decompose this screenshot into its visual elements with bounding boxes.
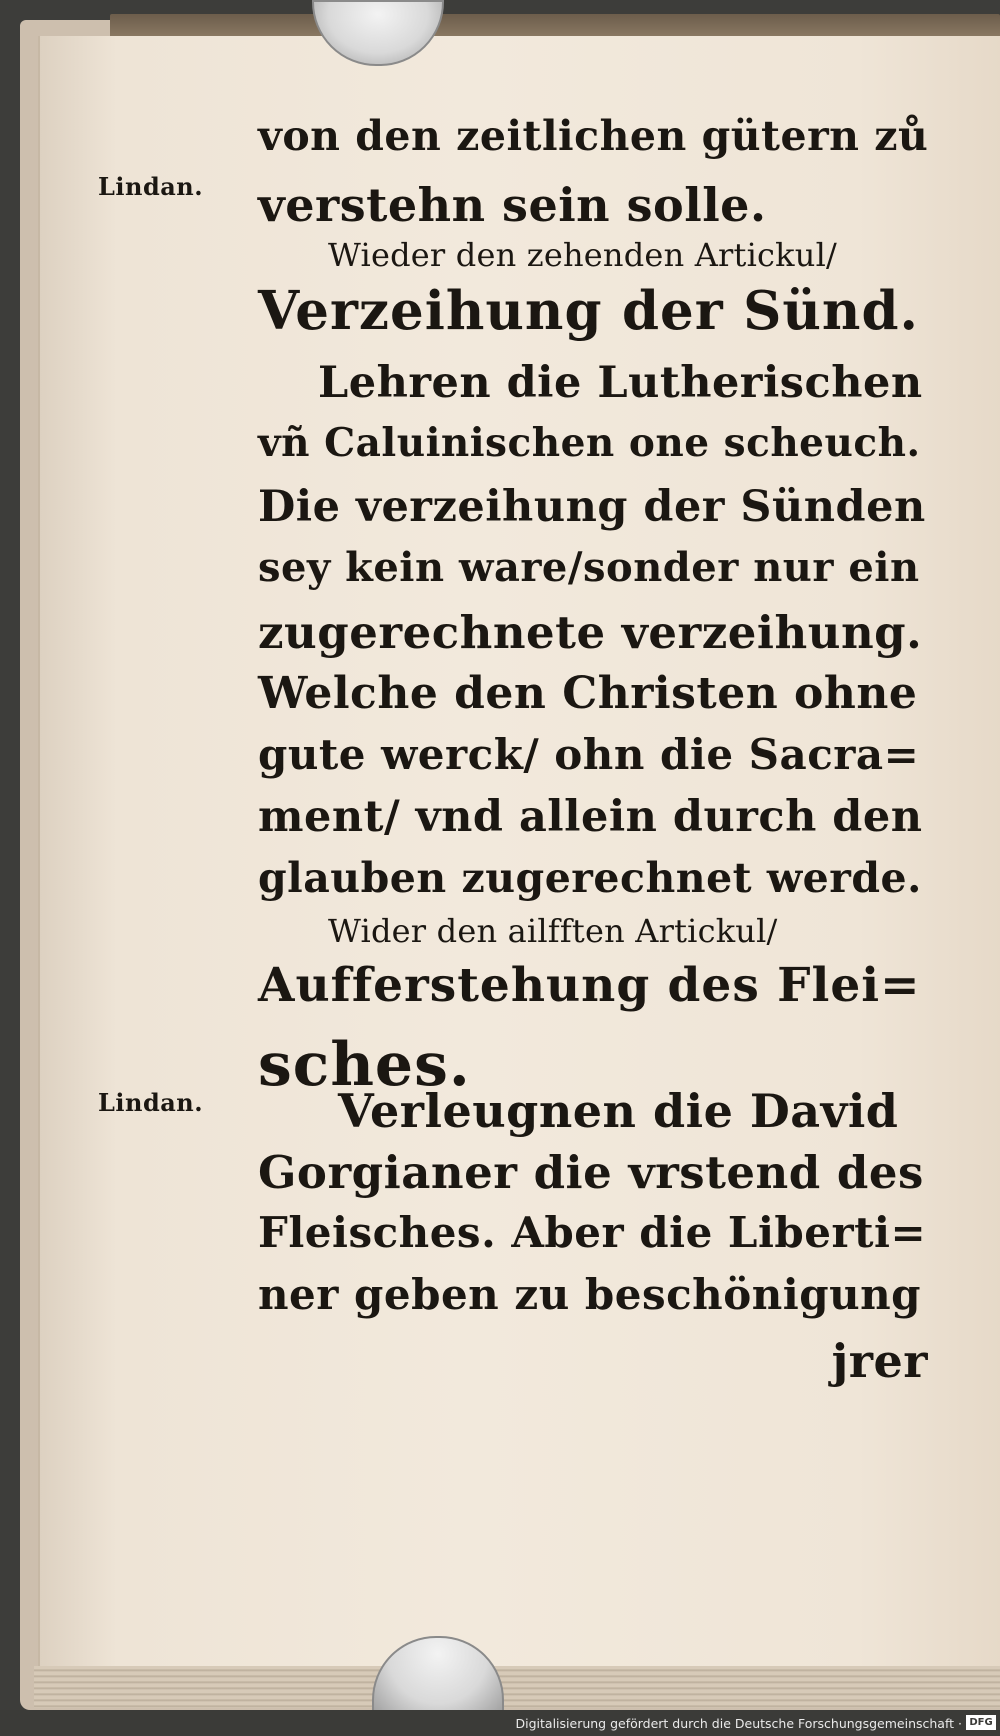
text-line: sey kein ware/sonder nur ein xyxy=(258,544,920,591)
text-line: Gorgianer die vrstend des xyxy=(258,1146,924,1199)
page-edges xyxy=(34,1666,1000,1708)
margin-note-lindan-1: Lindan. xyxy=(98,172,204,201)
section-title: Aufferstehung des Flei= xyxy=(258,958,921,1013)
text-line: gute werck/ ohn die Sacra= xyxy=(258,730,920,779)
text-line: Fleisches. Aber die Liberti= xyxy=(258,1208,927,1257)
text-line: verstehn sein solle. xyxy=(258,178,767,232)
catchword: jrer xyxy=(831,1334,928,1388)
margin-note-lindan-2: Lindan. xyxy=(98,1088,204,1117)
text-line: Lehren die Lutherischen xyxy=(318,358,923,408)
dfg-logo: DFG xyxy=(966,1715,996,1730)
text-line: glauben zugerechnet werde. xyxy=(258,854,922,902)
text-line: Die verzeihung der Sünden xyxy=(258,482,926,532)
article-heading: Wieder den zehenden Artickul/ xyxy=(328,236,837,274)
text-line: Verleugnen die David xyxy=(338,1084,899,1138)
text-line: zugerechnete verzeihung. xyxy=(258,606,923,659)
section-title: Verzeihung der Sünd. xyxy=(258,280,919,342)
text-line: von den zeitlichen gütern zů xyxy=(258,112,929,160)
text-line: ment/ vnd allein durch den xyxy=(258,792,923,842)
section-title-continued: sches. xyxy=(258,1030,471,1100)
text-line: ner geben zu beschönigung xyxy=(258,1270,922,1319)
footer-bar xyxy=(0,1710,1000,1736)
article-heading: Wider den ailfften Artickul/ xyxy=(328,912,778,950)
text-line: Welche den Christen ohne xyxy=(258,668,918,719)
text-line: vñ Caluinischen one scheuch. xyxy=(258,420,921,466)
footer-credit: Digitalisierung gefördert durch die Deutsche Forschungsgemeinschaft · xyxy=(515,1716,962,1731)
